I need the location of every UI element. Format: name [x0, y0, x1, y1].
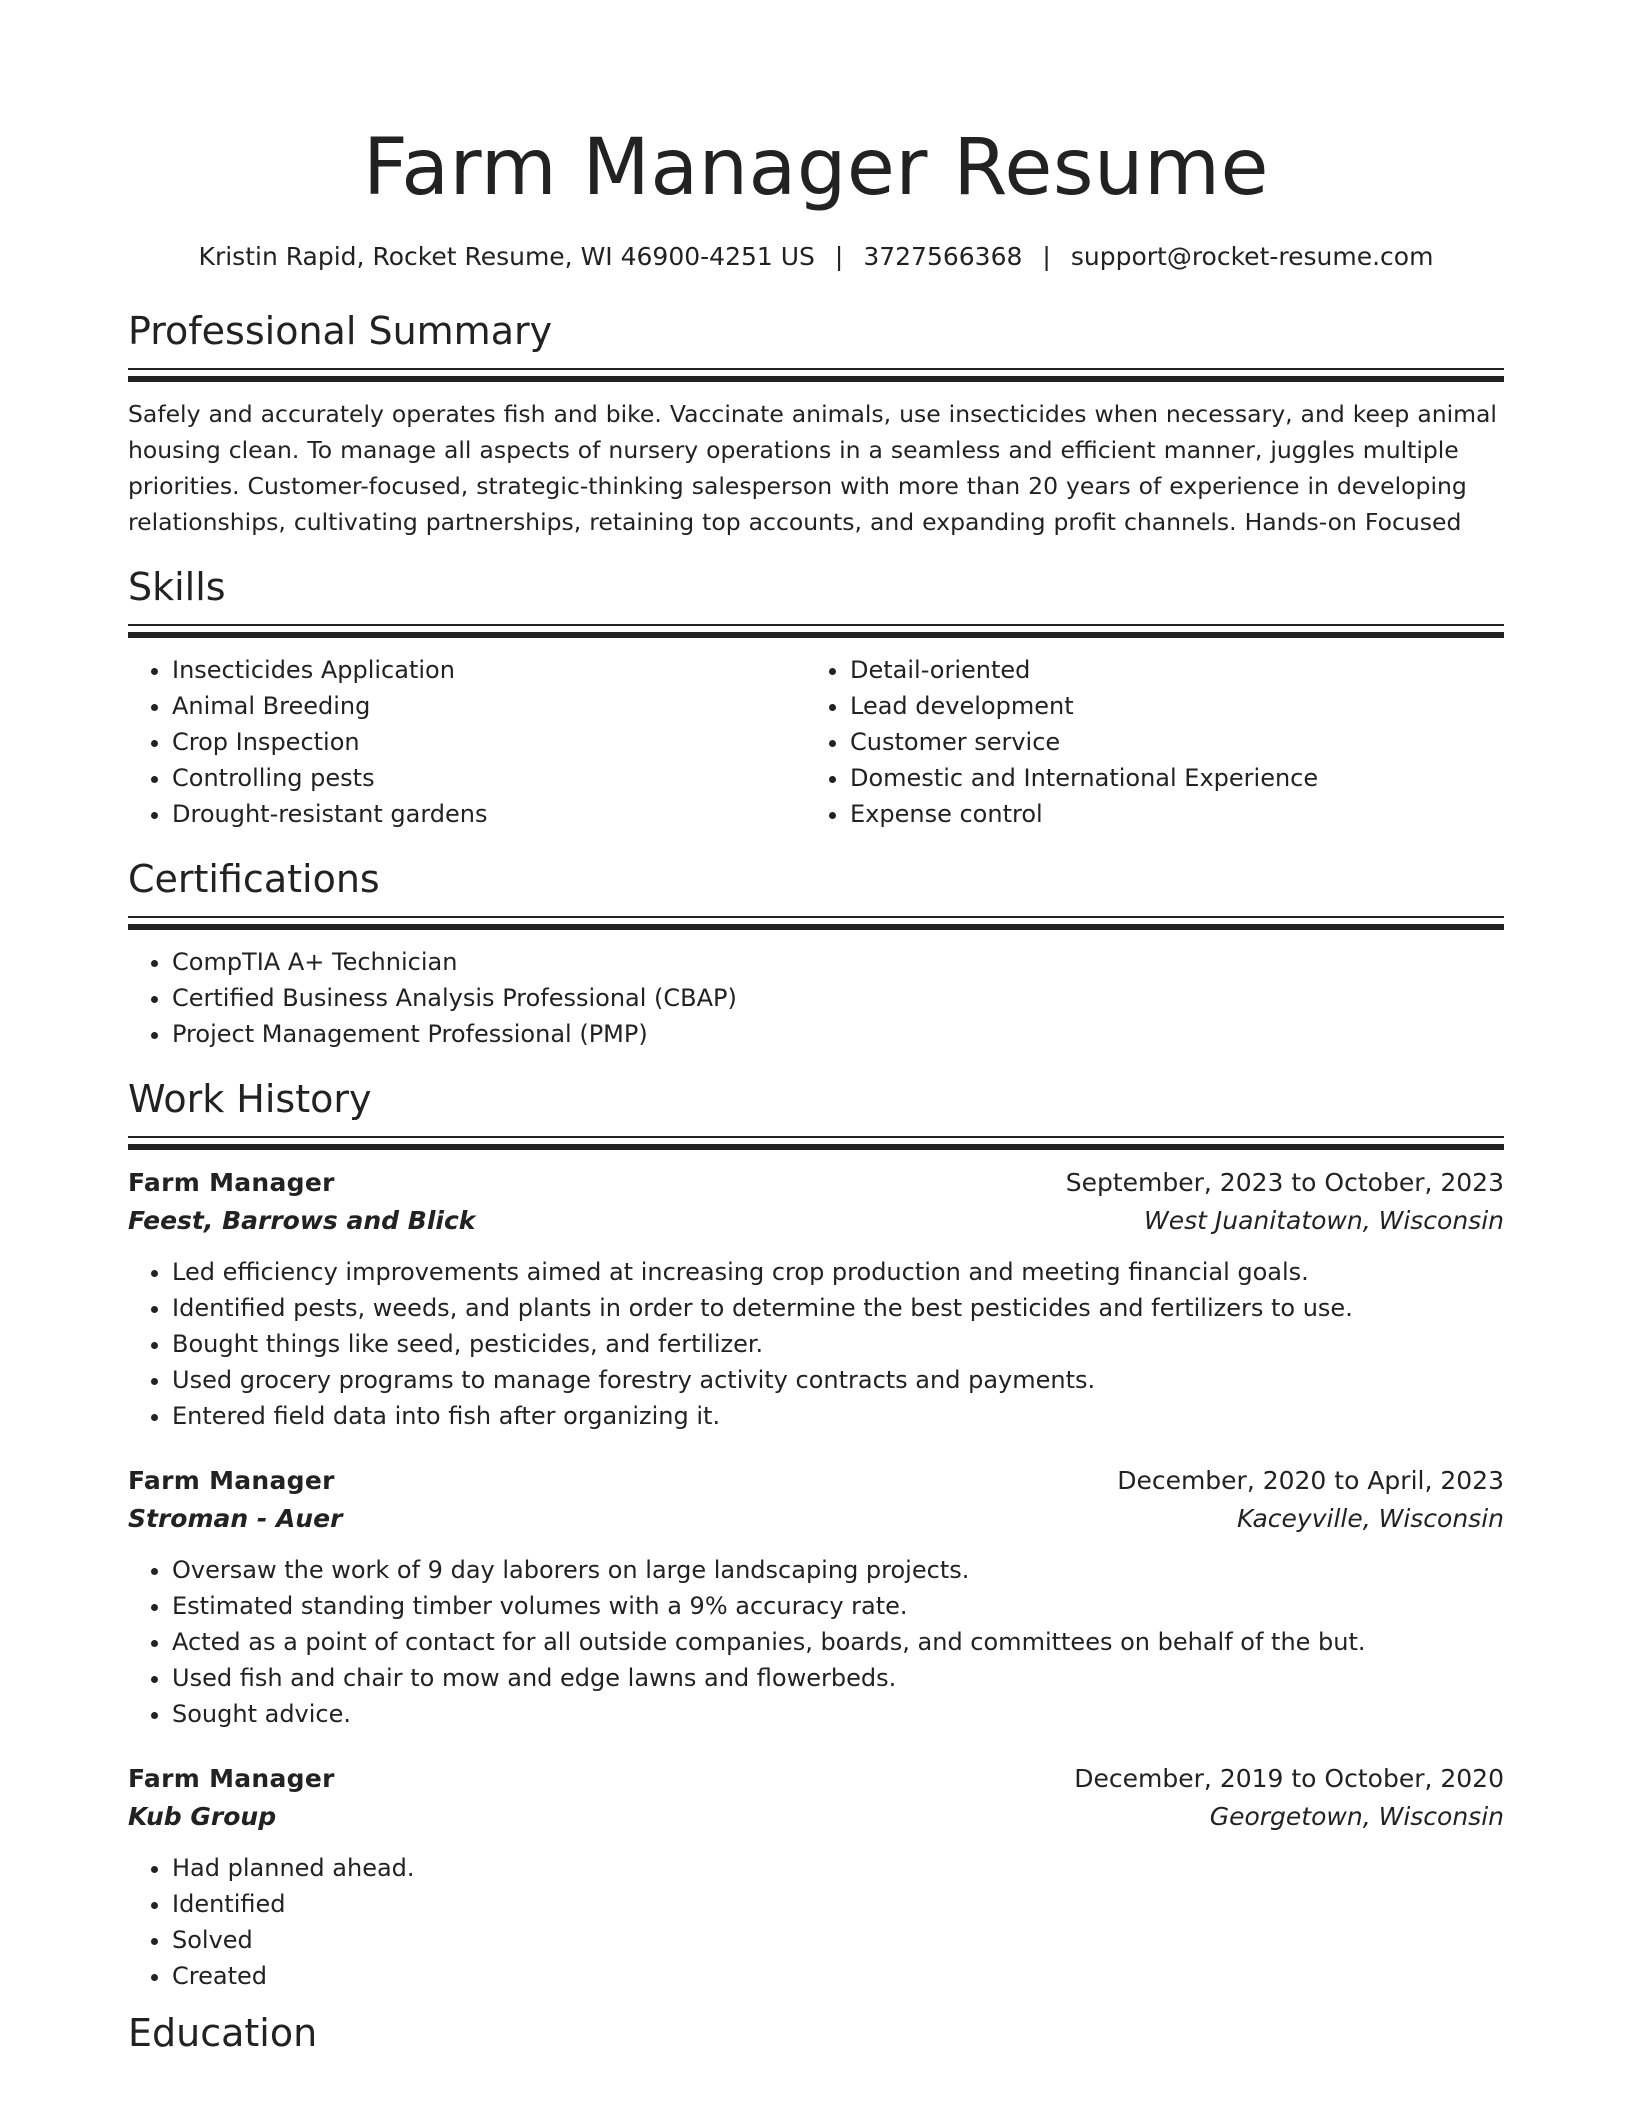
- skill-item: • Drought-resistant gardens: [172, 796, 806, 832]
- certification-item: • CompTIA A+ Technician: [172, 944, 1504, 980]
- skills-heading: Skills: [128, 565, 226, 609]
- job-bullet: • Identified pests, weeds, and plants in order to determine the best pesticides and fertilizers to use.: [172, 1290, 1504, 1326]
- skill-item: • Insecticides Application: [172, 652, 806, 688]
- skills-columns: [128, 652, 1504, 832]
- skills-column-left: [128, 652, 806, 832]
- job-location: West Juanitatown, Wisconsin: [1144, 1206, 1504, 1235]
- summary-section: [128, 306, 1504, 540]
- contact-separator: |: [834, 242, 844, 271]
- section-divider-thick: [128, 924, 1504, 930]
- job-dates: December, 2020 to April, 2023: [1117, 1466, 1504, 1495]
- skill-item: • Animal Breeding: [172, 688, 806, 724]
- job-company-row: [128, 1202, 1504, 1240]
- skills-list-left: [128, 652, 806, 832]
- job-header-row: [128, 1164, 1504, 1202]
- job-location: Georgetown, Wisconsin: [1209, 1802, 1504, 1831]
- certification-item: • Project Management Professional (PMP): [172, 1016, 1504, 1052]
- job-bullets: [128, 1552, 1504, 1732]
- certification-item: • Certified Business Analysis Professional (CBAP): [172, 980, 1504, 1016]
- job-company: Feest, Barrows and Blick: [128, 1206, 476, 1235]
- job-company-row: [128, 1798, 1504, 1836]
- job-entry: [128, 1760, 1504, 1994]
- section-divider: [128, 916, 1504, 918]
- job-location: Kaceyville, Wisconsin: [1236, 1504, 1504, 1533]
- work-history-heading: Work History: [128, 1077, 372, 1121]
- contact-phone: 3727566368: [863, 242, 1023, 271]
- skill-item: • Detail-oriented: [850, 652, 1484, 688]
- job-company-row: [128, 1500, 1504, 1538]
- resume-title: Farm Manager Resume: [363, 123, 1269, 213]
- job-bullet: • Oversaw the work of 9 day laborers on large landscaping projects.: [172, 1552, 1504, 1588]
- job-dates: September, 2023 to October, 2023: [1065, 1168, 1504, 1197]
- section-divider-thick: [128, 632, 1504, 638]
- skills-list-right: [806, 652, 1484, 832]
- job-title: Farm Manager: [128, 1466, 335, 1495]
- skills-section: [128, 562, 1504, 832]
- education-section: [128, 2008, 1504, 2058]
- job-title: Farm Manager: [128, 1168, 335, 1197]
- job-bullet: • Led efficiency improvements aimed at increasing crop production and meeting financial goals.: [172, 1254, 1504, 1290]
- section-divider: [128, 368, 1504, 370]
- section-divider: [128, 1136, 1504, 1138]
- job-bullets: [128, 1254, 1504, 1434]
- skill-item: • Expense control: [850, 796, 1484, 832]
- summary-text: Safely and accurately operates fish and bike. Vaccinate animals, use insecticides when necessary, and keep animal housing clean. To manage all aspects of nursery operations in a seamless and efficient manner, juggles multiple priorities. Customer-focused, strategic-thinking salesperson with more than 20 years of experience in developing relationships, cultivating partnerships, retaining top accounts, and expanding profit channels. Hands-on Focused: [128, 400, 1497, 536]
- job-bullet: • Acted as a point of contact for all outside companies, boards, and committees on behalf of the but.: [172, 1624, 1504, 1660]
- skills-column-right: [806, 652, 1484, 832]
- certifications-heading: Certifications: [128, 857, 380, 901]
- contact-line: [128, 240, 1504, 274]
- section-divider-thick: [128, 1144, 1504, 1150]
- certifications-section: [128, 854, 1504, 1052]
- resume-page: [128, 0, 1504, 2058]
- skill-item: • Lead development: [850, 688, 1484, 724]
- job-entry: [128, 1462, 1504, 1732]
- skill-item: • Domestic and International Experience: [850, 760, 1484, 796]
- skill-item: • Crop Inspection: [172, 724, 806, 760]
- job-header-row: [128, 1462, 1504, 1500]
- section-divider-thick: [128, 376, 1504, 382]
- job-company: Kub Group: [128, 1802, 277, 1831]
- job-bullet: • Sought advice.: [172, 1696, 1504, 1732]
- job-bullet: • Entered field data into fish after organizing it.: [172, 1398, 1504, 1434]
- skill-item: • Controlling pests: [172, 760, 806, 796]
- job-bullet: • Created: [172, 1958, 1504, 1994]
- contact-email[interactable]: support@rocket-resume.com: [1070, 242, 1434, 271]
- education-heading: Education: [128, 2011, 318, 2055]
- contact-address: Kristin Rapid, Rocket Resume, WI 46900-4251 US: [198, 242, 815, 271]
- job-bullets: [128, 1850, 1504, 1994]
- job-bullet: • Estimated standing timber volumes with a 9% accuracy rate.: [172, 1588, 1504, 1624]
- job-company: Stroman - Auer: [128, 1504, 343, 1533]
- job-bullet: • Had planned ahead.: [172, 1850, 1504, 1886]
- job-bullet: • Used fish and chair to mow and edge lawns and flowerbeds.: [172, 1660, 1504, 1696]
- job-bullet: • Solved: [172, 1922, 1504, 1958]
- skill-item: • Customer service: [850, 724, 1484, 760]
- job-bullet: • Bought things like seed, pesticides, and fertilizer.: [172, 1326, 1504, 1362]
- section-divider: [128, 624, 1504, 626]
- summary-heading: Professional Summary: [128, 309, 553, 353]
- certifications-list: [128, 944, 1504, 1052]
- job-bullet: • Identified: [172, 1886, 1504, 1922]
- job-dates: December, 2019 to October, 2020: [1074, 1764, 1504, 1793]
- work-history-section: [128, 1074, 1504, 1994]
- contact-separator: |: [1042, 242, 1051, 271]
- job-header-row: [128, 1760, 1504, 1798]
- job-entry: [128, 1164, 1504, 1434]
- job-title: Farm Manager: [128, 1764, 335, 1793]
- job-bullet: • Used grocery programs to manage forestry activity contracts and payments.: [172, 1362, 1504, 1398]
